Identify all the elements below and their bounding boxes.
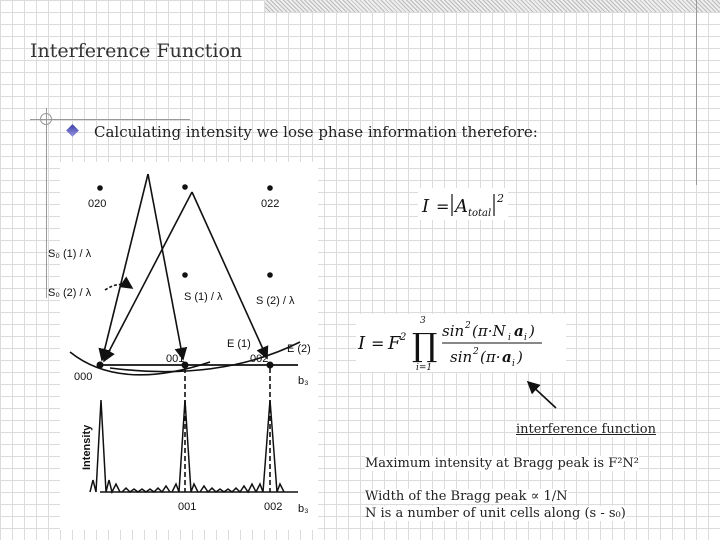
subsidiary-maxima-2	[200, 484, 256, 492]
label-022: 022	[261, 198, 280, 210]
slide-title: Interference Function	[30, 40, 243, 62]
label-001: 001	[166, 353, 185, 365]
label-e1: E (1)	[227, 338, 251, 350]
peak-000	[90, 400, 120, 492]
svg-text:total: total	[468, 208, 492, 219]
label-002: 002	[250, 353, 269, 365]
label-020: 020	[88, 198, 107, 210]
svg-text:I: I	[358, 333, 366, 354]
svg-text:a: a	[502, 348, 512, 366]
lattice-point	[182, 272, 188, 278]
bullet-diamond-icon	[66, 124, 79, 137]
unit-cells-note: N is a number of unit cells along (s - s₀)	[365, 506, 626, 521]
bullet-text: Calculating intensity we lose phase information therefore:	[94, 123, 538, 141]
svg-text:3: 3	[420, 316, 426, 326]
beam-s0-1	[102, 174, 148, 360]
subsidiary-maxima-1	[122, 486, 170, 492]
svg-text:2: 2	[465, 321, 471, 331]
svg-text:F: F	[388, 333, 401, 354]
svg-text:i: i	[512, 359, 515, 369]
svg-text:2: 2	[497, 192, 504, 205]
svg-text:sin: sin	[450, 348, 473, 366]
decor-rule-vertical	[46, 108, 47, 298]
equation-intensity-svg	[418, 188, 508, 220]
svg-text:(π·: (π·	[480, 348, 501, 366]
pointer-arrow-icon	[520, 378, 560, 412]
intensity-axis-label: Intensity	[81, 424, 93, 470]
equation-interference-svg	[356, 314, 566, 372]
svg-text:∏: ∏	[412, 326, 438, 364]
label-002-bottom: 002	[264, 501, 283, 513]
interference-function-label: interference function	[516, 422, 656, 437]
diffraction-figure	[48, 162, 318, 530]
label-b3-top: b₃	[298, 375, 309, 387]
peak-002	[256, 400, 284, 492]
divider-line	[696, 0, 697, 185]
top-decoration	[265, 0, 720, 12]
decor-rule-horizontal	[30, 119, 190, 120]
svg-text:2: 2	[400, 332, 407, 343]
svg-text:(π·N: (π·N	[472, 322, 506, 340]
svg-text:a: a	[514, 322, 524, 340]
lattice-point	[267, 272, 273, 278]
decor-ring	[40, 113, 52, 125]
svg-text:i: i	[524, 333, 527, 343]
svg-text:I: I	[422, 196, 430, 217]
svg-text:A: A	[455, 196, 468, 217]
max-intensity-note: Maximum intensity at Bragg peak is F²N²	[365, 456, 640, 471]
label-001-bottom: 001	[178, 501, 197, 513]
label-s0-1: S₀ (1) / λ	[48, 248, 92, 260]
svg-text:=: =	[371, 334, 385, 353]
label-e2: E (2)	[287, 343, 311, 355]
svg-text:i=1: i=1	[416, 363, 433, 373]
label-s-1: S (1) / λ	[184, 291, 223, 303]
equation-interference	[356, 314, 566, 372]
lattice-point-020	[97, 185, 103, 191]
width-note: Width of the Bragg peak ∝ 1/N	[365, 489, 568, 504]
peak-001	[172, 400, 198, 492]
lattice-point	[182, 184, 188, 190]
diffraction-diagram	[48, 162, 318, 530]
rotation-arrow	[105, 284, 132, 290]
label-s-2: S (2) / λ	[256, 295, 295, 307]
label-s0-2: S₀ (2) / λ	[48, 287, 92, 299]
svg-text:sin: sin	[442, 322, 465, 340]
label-b3-bottom: b₃	[298, 503, 309, 515]
svg-text:=: =	[436, 197, 450, 216]
label-000: 000	[74, 371, 93, 383]
beam-s-2	[192, 192, 267, 358]
svg-text:i: i	[508, 333, 511, 343]
svg-text:): )	[529, 322, 535, 340]
lattice-point-022	[267, 185, 273, 191]
svg-text:): )	[517, 348, 523, 366]
svg-text:2: 2	[473, 347, 479, 357]
equation-intensity	[418, 188, 508, 220]
